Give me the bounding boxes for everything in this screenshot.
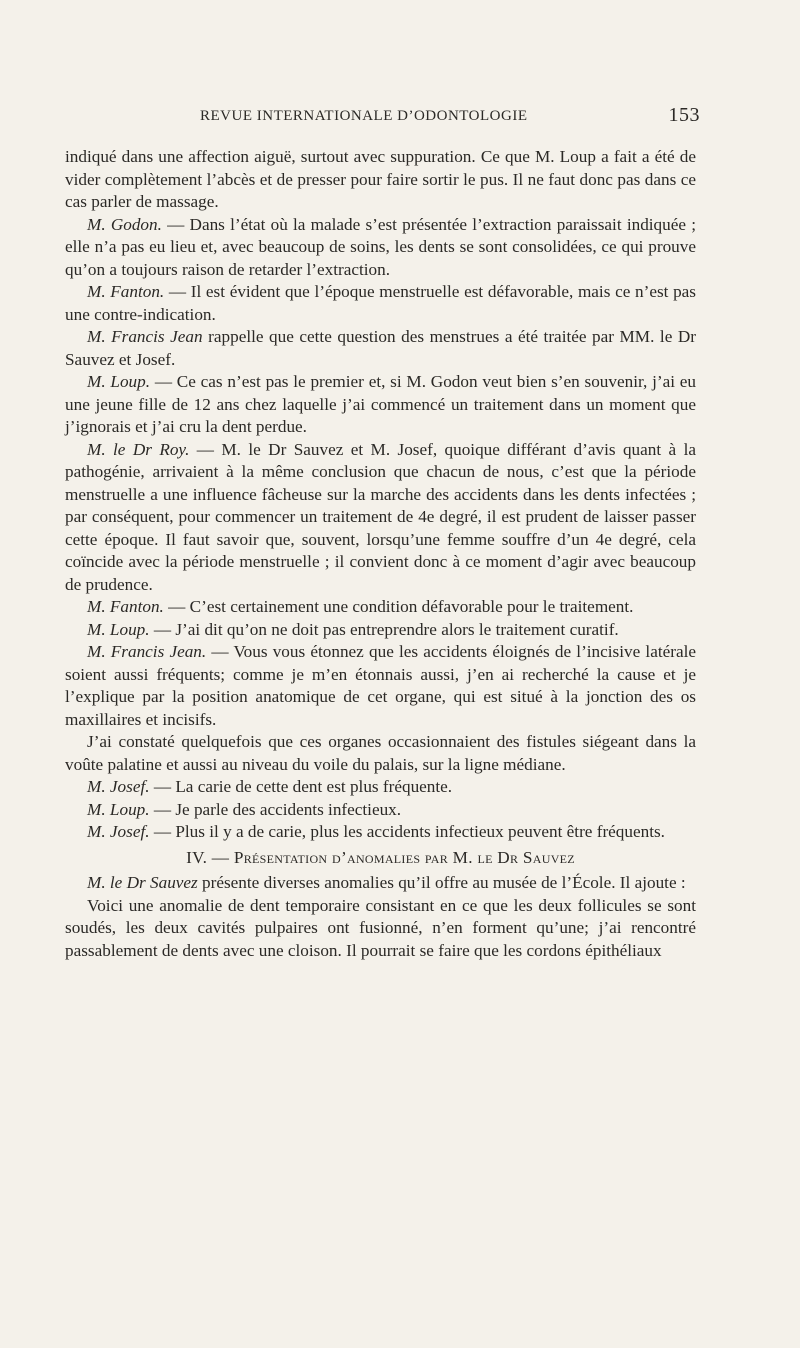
paragraph — [65, 439, 696, 597]
paragraph-text: — J’ai dit qu’on ne doit pas entreprendre alors le traitement curatif. — [149, 619, 619, 639]
speaker-name: M. Josef. — [87, 822, 150, 841]
paragraph — [65, 821, 696, 844]
paragraph-text: — Vous vous étonnez que les accidents éloignés de l’incisive latérale soient aussi fréquents; comme je m’en étonnais aussi, j’en ai recherché la cause et je l’explique par la position anatomique de cet organe, qui est situé à la jonction des os maxillaires et incisifs. — [65, 642, 696, 729]
paragraph — [65, 641, 696, 731]
paragraph — [65, 619, 696, 642]
paragraph — [65, 596, 696, 619]
speaker-name: M. Fanton. — [87, 597, 164, 616]
paragraph-text: J’ai constaté quelquefois que ces organes occasionnaient des fistules siégeant dans la voûte palatine et aussi au niveau du voile du palais, sur la ligne médiane. — [65, 732, 696, 774]
paragraph — [65, 776, 696, 799]
paragraph-text: — C’est certainement une condition défavorable pour le traitement. — [163, 597, 634, 616]
paragraph — [65, 281, 696, 326]
speaker-name: M. Loup. — [87, 372, 151, 391]
paragraph — [65, 214, 696, 282]
speaker-name: M. Francis Jean. — [87, 642, 207, 661]
paragraph — [65, 326, 696, 371]
running-head: REVUE INTERNATIONALE D’ODONTOLOGIE — [200, 108, 528, 124]
speaker-name: M. le Dr Roy. — [87, 439, 190, 459]
paragraph — [65, 872, 696, 895]
speaker-name: M. Loup. — [87, 619, 150, 639]
section-heading: IV. — Présentation d’anomalies par M. le Dr Sauvez — [186, 847, 575, 867]
paragraph-text: — Il est évident que l’époque menstruelle est défavorable, mais ce n’est pas une contre-indication. — [65, 282, 696, 324]
paragraph-text: Voici une anomalie de dent temporaire consistant en ce que les deux follicules se sont soudés, les deux cavités pulpaires ont fusionné, n’en forment qu’une; j’ai rencontré passablement de dents avec une cloison. Il pourrait se faire que les cordons épithéliaux — [65, 895, 696, 960]
speaker-name: M. Josef. — [87, 777, 150, 796]
paragraph-text: — Je parle des accidents infectieux. — [149, 799, 402, 819]
paragraph — [65, 799, 696, 822]
paragraph-text: — M. le Dr Sauvez et M. Josef, quoique différant d’avis quant à la pathogénie, arrivaient à la même conclusion que chacun de nous, c’est que la période menstruelle a une influence fâcheuse sur la marche des accidents dans les dents infectées ; par conséquent, pour commencer un traitement de 4e degré, il est prudent de laisser passer cette époque. Il faut savoir que, souvent, lorsqu’une femme souffre d’un 4e degré, cela coïncide avec la période menstruelle ; il convient donc à ce moment d’agir avec beaucoup de prudence. — [65, 439, 696, 594]
body-text — [65, 146, 696, 962]
page-header — [200, 104, 700, 132]
paragraph-text: — Dans l’état où la malade s’est présentée l’extraction paraissait indiquée ; elle n’a pas eu lieu et, avec beaucoup de soins, les dents se sont consolidées, ce qui prouve qu’on a toujours raison de retarder l’extraction. — [65, 214, 696, 279]
paragraph-text: rappelle que cette question des menstrues a été traitée par MM. le Dr Sauvez et Josef. — [65, 327, 696, 369]
paragraph — [65, 731, 696, 776]
paragraph-text: — La carie de cette dent est plus fréquente. — [149, 777, 453, 796]
paragraph — [65, 895, 696, 963]
speaker-name: M. Fanton. — [87, 282, 165, 301]
speaker-name: M. Godon. — [87, 214, 162, 234]
page-number: 153 — [668, 104, 700, 126]
paragraph-text: indiqué dans une affection aiguë, surtout avec suppuration. Ce que M. Loup a fait a été de vider complètement l’abcès et de presser pour faire sortir le pus. Il ne faut donc pas dans ce cas parler de massage. — [65, 147, 696, 211]
paragraph — [65, 146, 696, 214]
paragraph-text: — Ce cas n’est pas le premier et, si M. Godon veut bien s’en souvenir, j’ai eu une jeune fille de 12 ans chez laquelle j’ai commencé un traitement dans un moment que j’ignorais et j’ai cru la dent perdue. — [65, 372, 696, 436]
speaker-name: M. Loup. — [87, 799, 150, 819]
speaker-name: M. le Dr Sauvez — [87, 873, 198, 892]
paragraph — [65, 371, 696, 439]
paragraph-text: présente diverses anomalies qu’il offre au musée de l’École. Il ajoute : — [197, 873, 686, 892]
speaker-name: M. Francis Jean — [87, 327, 203, 346]
paragraph-text: — Plus il y a de carie, plus les accidents infectieux peuvent être fréquents. — [149, 822, 665, 841]
